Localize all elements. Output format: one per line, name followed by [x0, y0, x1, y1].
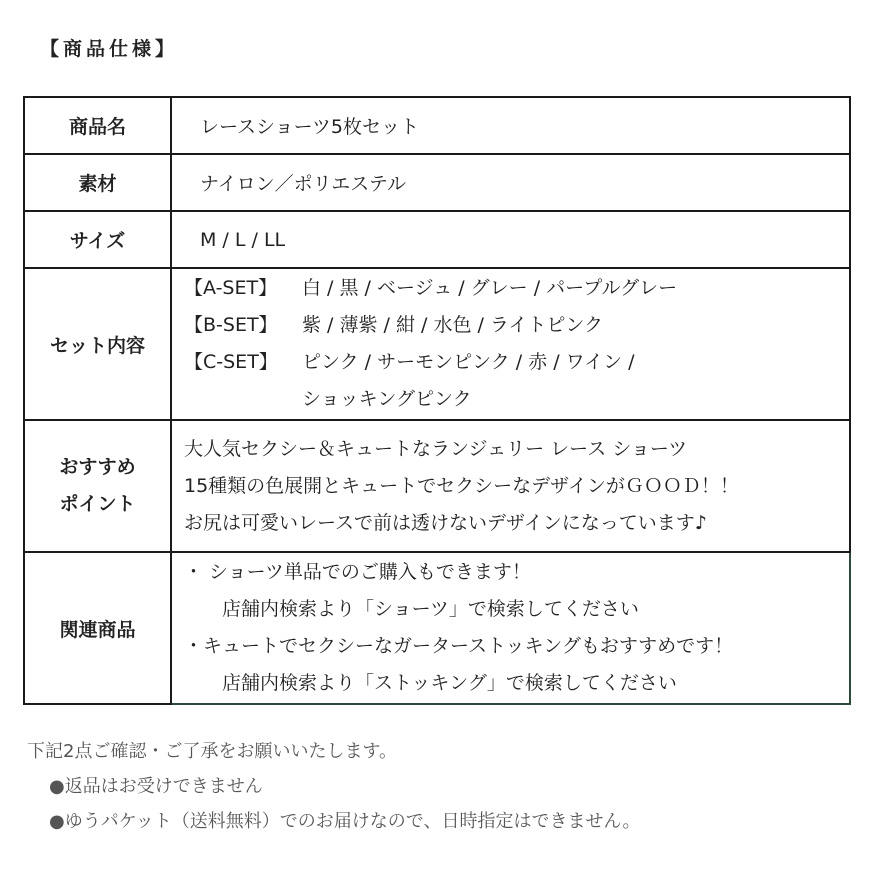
spec-label-set: セット内容 [24, 268, 171, 420]
spec-value-material: ナイロン／ポリエステル [171, 154, 850, 211]
point-line: 15種類の色展開とキュートでセクシーなデザインがＧＯＯＤ！！ [184, 474, 739, 497]
notes-intro: 下記2点ご確認・ご了承をお願いいたします。 [27, 741, 398, 762]
spec-label-point-line1: おすすめ [59, 456, 136, 478]
spec-value-related [171, 552, 850, 704]
set-item-a [184, 270, 849, 307]
notes [27, 734, 641, 839]
related-line: ・ ショーツ単品でのご購入もできます！ [184, 561, 531, 583]
set-item-b [184, 307, 849, 344]
set-tag: 【B-SET】 [184, 314, 278, 336]
set-colors: 紫 / 薄紫 / 紺 / 水色 / ライトピンク [302, 314, 603, 336]
set-tag: 【A-SET】 [184, 277, 278, 299]
set-tag: 【C-SET】 [184, 351, 278, 373]
spec-label-size: サイズ [24, 211, 171, 268]
notes-item: ●ゆうパケット（送料無料）でのお届けなので、日時指定はできません。 [49, 811, 641, 832]
set-item-c [184, 344, 849, 381]
spec-table [23, 96, 851, 705]
point-line: 大人気セクシー＆キュートなランジェリー レース ショーツ [184, 437, 688, 460]
related-line: 店舗内検索より「ストッキング」で検索してください [222, 672, 677, 694]
spec-value-point [171, 420, 850, 552]
spec-row-material [24, 154, 850, 211]
set-colors: ピンク / サーモンピンク / 赤 / ワイン / [302, 351, 635, 373]
set-colors-continuation: ショッキングピンク [302, 388, 472, 410]
set-item-c-continued [184, 381, 849, 418]
spec-row-point [24, 420, 850, 552]
spec-label-name: 商品名 [24, 97, 171, 154]
section-title: 【商品仕様】 [40, 38, 179, 60]
spec-label-material: 素材 [24, 154, 171, 211]
spec-label-point-line2: ポイント [59, 493, 136, 515]
spec-row-size [24, 211, 850, 268]
spec-label-related: 関連商品 [24, 552, 171, 704]
spec-value-size: M / L / LL [171, 211, 850, 268]
spec-row-set [24, 268, 850, 420]
point-line: お尻は可愛いレースで前は透けないデザインになっています♪ [184, 511, 707, 534]
spec-label-point [24, 420, 171, 552]
related-line: ・キュートでセクシーなガーターストッキングもおすすめです！ [184, 635, 734, 657]
notes-item: ●返品はお受けできません [49, 776, 263, 797]
spec-row-name [24, 97, 850, 154]
related-line: 店舗内検索より「ショーツ」で検索してください [222, 598, 639, 620]
spec-value-name: レースショーツ5枚セット [171, 97, 850, 154]
spec-row-related [24, 552, 850, 704]
spec-value-set [171, 268, 850, 420]
set-colors: 白 / 黒 / ベージュ / グレー / パープルグレー [302, 277, 678, 299]
